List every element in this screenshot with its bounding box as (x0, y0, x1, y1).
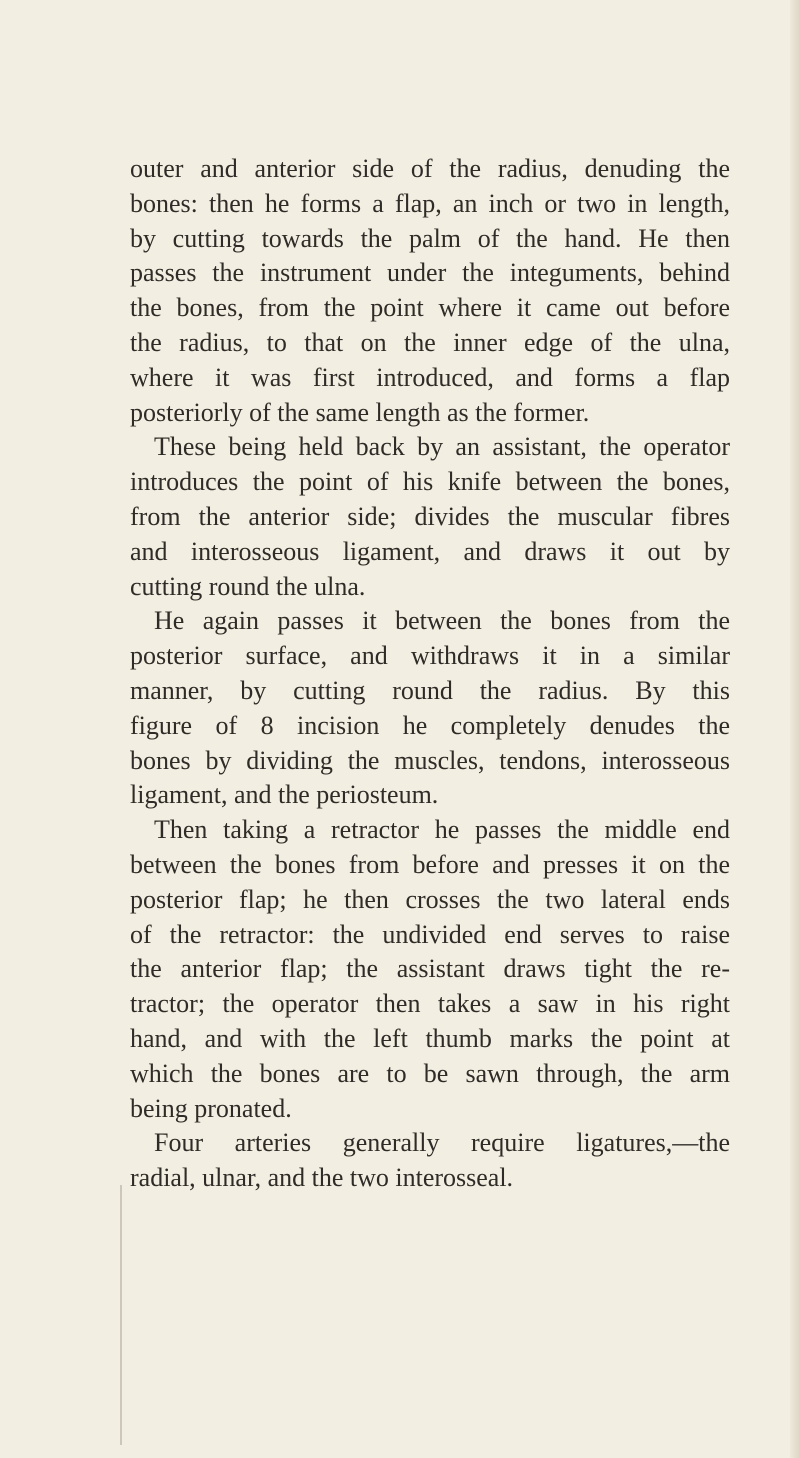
text-line: where it was first introduced, and forms a flap (130, 362, 730, 392)
page-edge-right (790, 0, 800, 1458)
text-line: of the retractor: the undivided end serves to raise (130, 919, 730, 949)
text-line: ligament, and the periosteum. (130, 780, 439, 810)
text-line: introduces the point of his knife between the bones, (130, 467, 730, 497)
body-text (130, 152, 730, 1196)
text-line: posteriorly of the same length as the former. (130, 397, 590, 427)
text-line: and interosseous ligament, and draws it out by (130, 536, 730, 566)
text-line: He again passes it between the bones from the (154, 606, 730, 636)
text-line: outer and anterior side of the radius, denuding the (130, 154, 730, 183)
text-line: These being held back by an assistant, the operator (154, 432, 730, 462)
text-line: cutting round the ulna. (130, 571, 366, 601)
text-line: which the bones are to be sawn through, the arm (130, 1058, 730, 1088)
text-line: figure of 8 incision he completely denudes the (130, 710, 730, 740)
text-line: tractor; the operator then takes a saw in his right (130, 989, 730, 1019)
text-line: the radius, to that on the inner edge of the ulna, (130, 327, 730, 357)
text-line: radial, ulnar, and the two interosseal. (130, 1163, 514, 1193)
text-line: posterior surface, and withdraws it in a similar (130, 641, 730, 671)
text-line: from the anterior side; divides the muscular fibres (130, 501, 730, 531)
text-line: bones: then he forms a flap, an inch or two in length, (130, 188, 730, 218)
text-line: Four arteries generally require ligatures,—the (154, 1128, 730, 1158)
text-line: by cutting towards the palm of the hand. He then (130, 223, 730, 253)
text-line: manner, by cutting round the radius. By this (130, 675, 730, 705)
text-line: hand, and with the left thumb marks the point at (130, 1023, 730, 1053)
page-edge-left (120, 1185, 122, 1445)
text-line: Then taking a retractor he passes the middle end (154, 815, 730, 845)
text-line: the anterior flap; the assistant draws tight the re- (130, 954, 730, 984)
text-line: between the bones from before and presses it on the (130, 849, 730, 879)
text-line: passes the instrument under the integuments, behind (130, 258, 730, 288)
text-line: being pronated. (130, 1093, 292, 1123)
text-line: bones by dividing the muscles, tendons, interosseous (130, 745, 730, 775)
text-line: posterior flap; he then crosses the two lateral ends (130, 884, 730, 914)
text-line: the bones, from the point where it came out before (130, 293, 730, 323)
